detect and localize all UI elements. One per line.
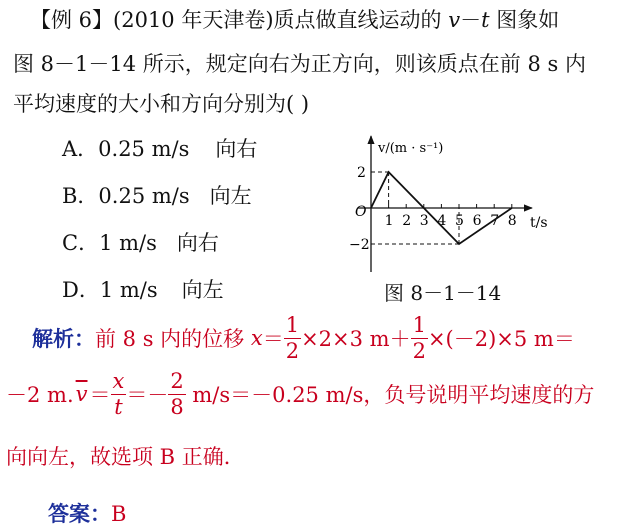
x-tick-label: 4 (437, 213, 447, 229)
option-d (62, 274, 224, 304)
fraction-3: $\frac{x}{t}$ (112, 368, 125, 419)
solution-label: 解析： (32, 327, 95, 351)
option-c-dir: 向右 (176, 231, 219, 255)
figure-caption: 图 8－1－14 (384, 281, 502, 305)
sol-text-1: 前 8 s 内的位移 (95, 327, 251, 351)
var-t: t (481, 8, 490, 32)
question-suffix: 图象如 (489, 8, 560, 32)
x-tick-labels (385, 204, 517, 229)
sol-l2-text-2: m/s＝－0.25 m/s，负号说明平均速度的方 (185, 383, 595, 407)
y-axis-label: v/(m · s⁻¹) (378, 141, 444, 156)
y-tick-label: 2 (357, 165, 366, 181)
option-a (62, 133, 257, 163)
answer-value: B (111, 502, 127, 526)
sol-text-2: ×2×3 m＋ (301, 327, 411, 351)
option-a-dir: 向右 (215, 137, 258, 161)
question-prefix: 【例 6】(2010 年天津卷)质点做直线运动的 (30, 8, 449, 32)
x-tick-label: 1 (384, 213, 394, 229)
fraction-1: $\frac{1}{2}$ (285, 312, 300, 363)
x-tick-label: 8 (507, 213, 517, 229)
velocity-line (371, 172, 512, 244)
solution-line-3: 向向左，故选项 B 正确． (6, 445, 245, 469)
question-line-3: 平均速度的大小和方向分别为( ) (13, 92, 310, 116)
x-tick-label: 6 (472, 213, 482, 229)
y-tick-label: −2 (349, 237, 370, 253)
sol-eq: ＝ (262, 327, 284, 351)
origin-label: O (355, 204, 367, 220)
fraction-2: $\frac{1}{2}$ (412, 312, 426, 363)
solution-line-1 (32, 308, 575, 368)
sol-v-bar: $\overline{v}$ (75, 382, 88, 406)
dash: － (460, 8, 482, 32)
var-v: v (448, 8, 461, 32)
sol-l2-eq-2: ＝－ (126, 383, 169, 407)
option-a-label: A．0.25 m/s (62, 137, 190, 161)
y-tick-labels (349, 165, 370, 253)
answer-line (48, 498, 126, 528)
option-c-label: C．1 m/s (62, 231, 157, 255)
option-d-label: D．1 m/s (62, 278, 158, 302)
option-b-dir: 向左 (209, 184, 252, 208)
question-line-2: 图 8－1－14 所示，规定向右为正方向，则该质点在前 8 s 内 (13, 52, 586, 76)
sol-l2-text-1: －2 m. (6, 383, 74, 407)
x-tick-label: 7 (490, 213, 500, 229)
x-tick-label: 2 (402, 213, 412, 229)
answer-label: 答案： (48, 502, 111, 526)
sol-x: x (250, 326, 263, 350)
x-axis-label: t/s (530, 215, 548, 231)
option-b (62, 180, 252, 210)
sol-l2-eq-1: ＝ (89, 383, 111, 407)
dashed-guides (371, 172, 459, 244)
solution-line-2 (6, 364, 594, 424)
option-c (62, 227, 219, 257)
option-b-label: B．0.25 m/s (62, 184, 190, 208)
sol-text-3: ×(－2)×5 m＝ (427, 327, 575, 351)
fraction-4: $\frac{2}{8}$ (170, 368, 184, 419)
x-tick-label: 3 (419, 213, 429, 229)
question-line-1 (30, 4, 559, 34)
option-d-dir: 向左 (181, 278, 224, 302)
x-tick-label: 5 (455, 213, 464, 229)
